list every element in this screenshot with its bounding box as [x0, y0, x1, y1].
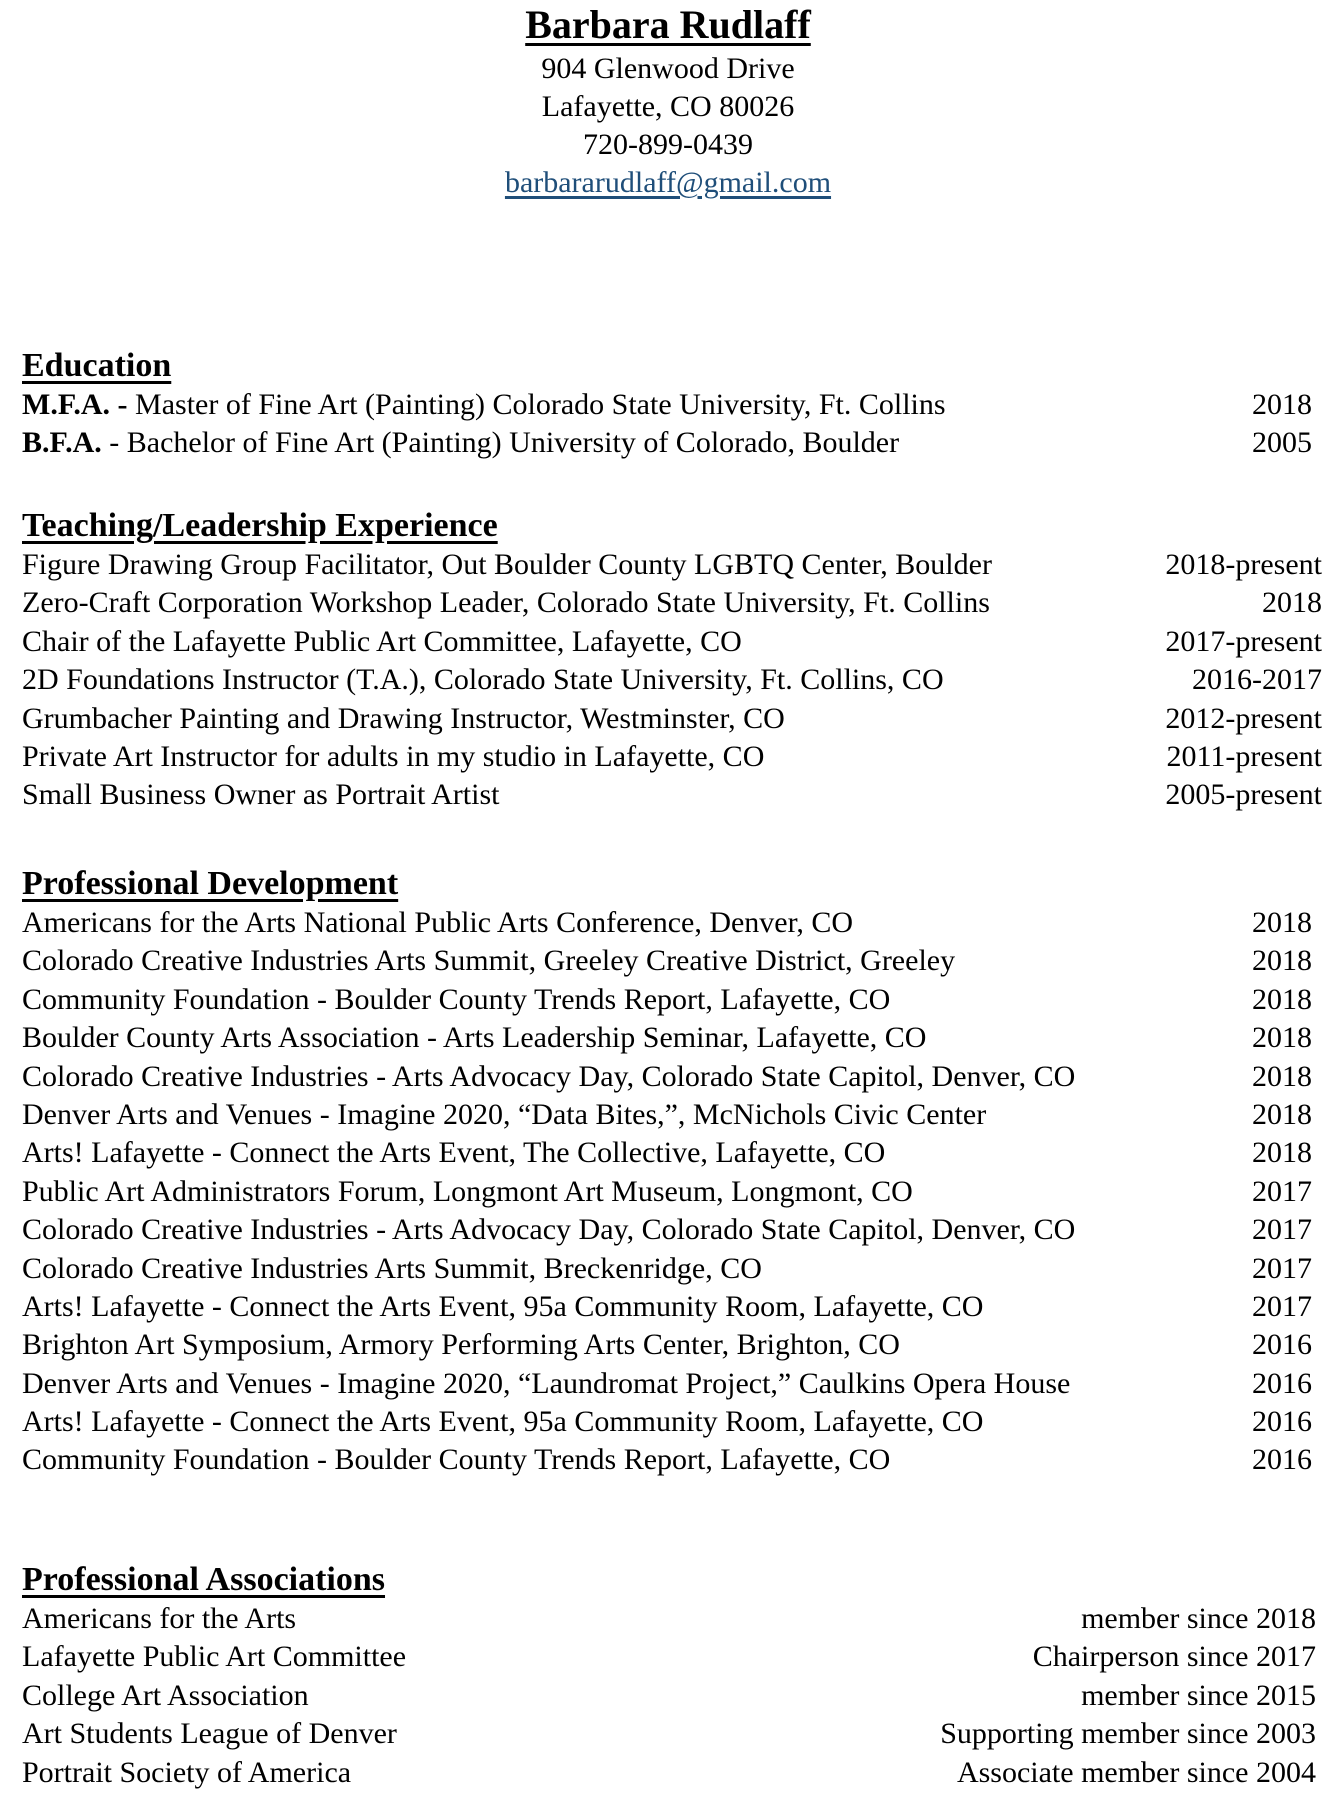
list-item [22, 1715, 1322, 1753]
item-text: Denver Arts and Venues - Imagine 2020, “Laundromat Project,” Caulkins Opera House [22, 1366, 1071, 1400]
item-text: Community Foundation - Boulder County Trends Report, Lafayette, CO [22, 982, 891, 1016]
item-year: 2018-present [1165, 548, 1322, 581]
list-item [22, 1250, 1322, 1288]
item-text: 2D Foundations Instructor (T.A.), Colorado State University, Ft. Collins, CO [22, 663, 944, 697]
phone-number: 720-899-0439 [583, 128, 753, 161]
item-year: 2017 [1252, 1213, 1312, 1247]
development-section [22, 864, 1322, 1480]
address-line-2: Lafayette, CO 80026 [541, 90, 795, 123]
email-row [0, 164, 1336, 202]
item-text: Portrait Society of America [22, 1755, 352, 1789]
list-item [22, 1096, 1322, 1134]
list-item [22, 584, 1322, 622]
list-item [22, 1058, 1322, 1096]
item-year: 2016 [1252, 1443, 1312, 1477]
item-text: Community Foundation - Boulder County Trends Report, Lafayette, CO [22, 1443, 891, 1477]
education-year: 2005 [1252, 426, 1312, 460]
item-year: 2012-present [1165, 701, 1322, 735]
email-link[interactable]: barbararudlaff@gmail.com [504, 166, 832, 199]
item-year: 2016 [1252, 1366, 1312, 1400]
list-item [22, 661, 1322, 699]
education-heading: Education [22, 347, 172, 384]
item-year: member since 2018 [1081, 1602, 1316, 1635]
item-text: Boulder County Arts Association - Arts Leadership Seminar, Lafayette, CO [22, 1021, 927, 1055]
item-text: Colorado Creative Industries - Arts Advocacy Day, Colorado State Capitol, Denver, CO [22, 1059, 1076, 1093]
list-item [22, 1211, 1322, 1249]
item-year: 2018 [1252, 906, 1312, 939]
list-item [22, 1600, 1322, 1638]
list-item [22, 1288, 1322, 1326]
item-text: Private Art Instructor for adults in my studio in Lafayette, CO [22, 739, 765, 773]
item-text: Americans for the Arts [22, 1602, 297, 1635]
item-text: Lafayette Public Art Committee [22, 1640, 407, 1674]
teaching-heading: Teaching/Leadership Experience [22, 507, 498, 544]
list-item [22, 942, 1322, 980]
list-item [22, 623, 1322, 661]
degree-description: - Bachelor of Fine Art (Painting) University of Colorado, Boulder [101, 426, 900, 460]
degree-label: M.F.A. - [22, 388, 128, 421]
item-year: 2017 [1252, 1251, 1312, 1285]
item-text: Figure Drawing Group Facilitator, Out Boulder County LGBTQ Center, Boulder [22, 548, 992, 581]
item-text: Arts! Lafayette - Connect the Arts Event, The Collective, Lafayette, CO [22, 1136, 886, 1170]
item-text: Arts! Lafayette - Connect the Arts Event, 95a Community Room, Lafayette, CO [22, 1405, 984, 1439]
education-row [22, 386, 1322, 424]
item-text: Public Art Administrators Forum, Longmont Art Museum, Longmont, CO [22, 1174, 913, 1208]
item-year: 2016-2017 [1192, 663, 1322, 697]
list-item [22, 1326, 1322, 1364]
list-item [22, 776, 1322, 814]
item-year: 2017-present [1165, 624, 1322, 658]
degree-description: Master of Fine Art (Painting) Colorado State University, Ft. Collins [127, 388, 946, 421]
item-year: 2017 [1252, 1289, 1312, 1323]
list-item [22, 700, 1322, 738]
item-text: Art Students League of Denver [22, 1717, 397, 1751]
list-item [22, 1365, 1322, 1403]
list-item [22, 1441, 1322, 1479]
item-text: Arts! Lafayette - Connect the Arts Event, 95a Community Room, Lafayette, CO [22, 1289, 984, 1323]
item-text: Brighton Art Symposium, Armory Performing Arts Center, Brighton, CO [22, 1328, 900, 1362]
item-text: College Art Association [22, 1678, 309, 1712]
item-year: member since 2015 [1081, 1678, 1316, 1712]
person-name: Barbara Rudlaff [525, 2, 811, 47]
item-text: Colorado Creative Industries Arts Summit, Greeley Creative District, Greeley [22, 944, 956, 978]
education-row [22, 424, 1322, 462]
education-year: 2018 [1252, 388, 1312, 421]
development-heading: Professional Development [22, 865, 399, 902]
item-year: 2017 [1252, 1174, 1312, 1208]
item-text: Small Business Owner as Portrait Artist [22, 778, 500, 812]
list-item [22, 904, 1322, 942]
associations-section [22, 1560, 1322, 1792]
list-item [22, 1754, 1322, 1792]
item-year: 2011-present [1166, 739, 1322, 773]
item-year: 2018 [1252, 1097, 1312, 1131]
list-item [22, 1019, 1322, 1057]
item-text: Chair of the Lafayette Public Art Committee, Lafayette, CO [22, 624, 742, 658]
list-item [22, 981, 1322, 1019]
item-text: Zero-Craft Corporation Workshop Leader, Colorado State University, Ft. Collins [22, 586, 990, 620]
list-item [22, 546, 1322, 584]
item-year: 2018 [1252, 944, 1312, 978]
list-item [22, 1173, 1322, 1211]
list-item [22, 1403, 1322, 1441]
teaching-section [22, 506, 1322, 815]
item-year: 2005-present [1165, 778, 1322, 812]
item-text: Colorado Creative Industries - Arts Advocacy Day, Colorado State Capitol, Denver, CO [22, 1213, 1076, 1247]
item-year: 2018 [1252, 1136, 1312, 1170]
address-line-1: 904 Glenwood Drive [541, 52, 795, 85]
degree-label: B.F.A. [22, 426, 102, 460]
list-item [22, 1134, 1322, 1172]
item-year: 2018 [1262, 586, 1322, 620]
item-year: 2016 [1252, 1405, 1312, 1439]
education-section [22, 346, 1322, 463]
list-item [22, 1638, 1322, 1676]
item-text: Colorado Creative Industries Arts Summit, Breckenridge, CO [22, 1251, 762, 1285]
item-text: Americans for the Arts National Public Arts Conference, Denver, CO [22, 906, 854, 939]
list-item [22, 738, 1322, 776]
item-year: 2016 [1252, 1328, 1312, 1362]
associations-heading: Professional Associations [22, 1561, 386, 1598]
item-year: 2018 [1252, 982, 1312, 1016]
item-year: Associate member since 2004 [956, 1755, 1316, 1789]
item-year: 2018 [1252, 1059, 1312, 1093]
item-year: Chairperson since 2017 [1032, 1640, 1316, 1674]
item-text: Denver Arts and Venues - Imagine 2020, “Data Bites,”, McNichols Civic Center [22, 1097, 987, 1131]
item-year: Supporting member since 2003 [940, 1717, 1316, 1751]
item-year: 2018 [1252, 1021, 1312, 1055]
list-item [22, 1677, 1322, 1715]
item-text: Grumbacher Painting and Drawing Instructor, Westminster, CO [22, 701, 785, 735]
